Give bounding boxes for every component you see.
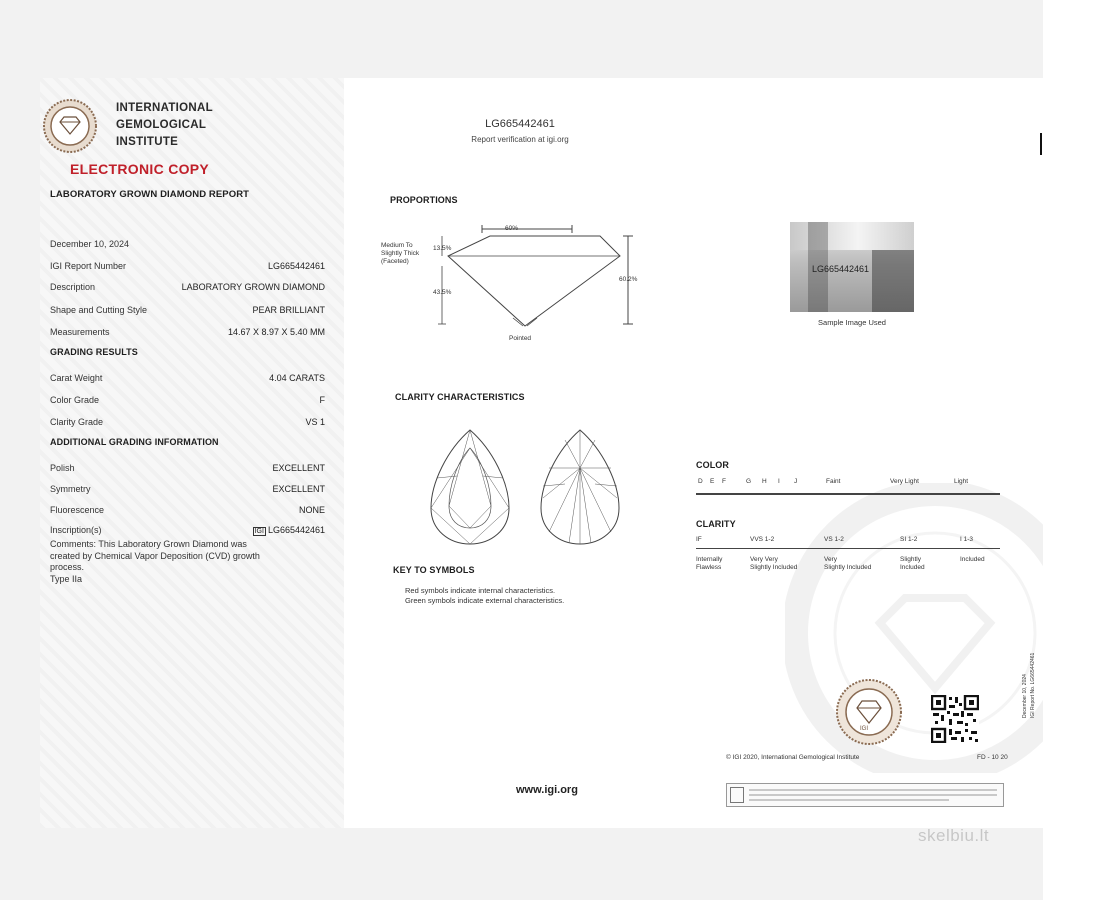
sample-image-shadow (872, 250, 914, 312)
comment-line: created by Chemical Vapor Deposition (CVD) growth (50, 550, 260, 561)
report-title: LABORATORY GROWN DIAMOND REPORT (50, 189, 250, 200)
clarity-description (750, 556, 797, 572)
clarity-desc-line: Included (960, 556, 985, 563)
additional-value: EXCELLENT (272, 463, 325, 473)
website-link[interactable]: www.igi.org (516, 784, 578, 796)
clarity-desc-line: Slightly (900, 556, 921, 563)
edge-mark (1040, 133, 1042, 155)
institute-line: INSTITUTE (116, 136, 179, 148)
side-report-text: IGI Report No. LG665442461 (1030, 652, 1036, 718)
color-grade: G (746, 478, 752, 485)
seal-label: IGI (860, 726, 869, 732)
key-to-symbols-title: KEY TO SYMBOLS (393, 565, 475, 575)
detail-label: Shape and Cutting Style (50, 305, 148, 315)
additional-value: EXCELLENT (272, 484, 325, 494)
girdle-line: Slightly Thick (381, 250, 420, 257)
report-date: December 10, 2024 (50, 239, 130, 249)
clarity-characteristics-title: CLARITY CHARACTERISTICS (395, 392, 525, 402)
girdle-description (381, 242, 419, 266)
clarity-grade: IF (696, 536, 702, 543)
clarity-grade: SI 1-2 (900, 536, 918, 543)
color-grade: F (722, 478, 726, 485)
form-code: FD - 10 20 (977, 754, 1008, 761)
grading-value: 4.04 CARATS (269, 373, 325, 383)
report-number-header: LG665442461 (485, 118, 555, 130)
additional-label: Polish (50, 463, 75, 473)
institute-line: INTERNATIONAL (116, 102, 213, 114)
key-line: Green symbols indicate external characteristics. (405, 596, 565, 605)
sample-image (790, 222, 914, 312)
sample-inscription: LG665442461 (812, 264, 870, 274)
depth-percent: 60.2% (619, 276, 638, 283)
clarity-desc-line: Included (900, 564, 925, 571)
detail-value: 14.67 X 8.97 X 5.40 MM (227, 327, 325, 337)
clarity-desc-line: Very (824, 556, 838, 563)
grading-label: Clarity Grade (50, 417, 104, 427)
side-date-text: December 10, 2024 (1022, 674, 1028, 718)
side-date (1022, 628, 1028, 718)
additional-label: Inscription(s) (50, 525, 102, 535)
pavilion-percent: 43.5% (433, 289, 452, 296)
clarity-desc-line: Flawless (696, 564, 722, 571)
disclaimer-line (749, 799, 949, 801)
copyright-text: © IGI 2020, International Gemological Institute (726, 754, 860, 761)
qr-code-icon[interactable] (931, 695, 979, 743)
detail-label: Description (50, 282, 96, 292)
side-report-number (1030, 628, 1036, 718)
detail-label: IGI Report Number (50, 261, 127, 271)
grading-value: VS 1 (305, 417, 325, 427)
igi-seal-icon (42, 98, 98, 154)
proportions-title: PROPORTIONS (390, 195, 458, 205)
clarity-description (696, 556, 722, 572)
color-group: Very Light (890, 478, 919, 485)
disclaimer-line (749, 789, 997, 791)
color-grade: J (794, 478, 798, 485)
comment-line: Comments: This Laboratory Grown Diamond was (50, 539, 247, 549)
key-line: Red symbols indicate internal characteristics. (405, 586, 556, 595)
document-icon (730, 787, 744, 803)
grading-label: Color Grade (50, 395, 100, 405)
comments (50, 539, 330, 585)
color-grade: E (710, 478, 715, 485)
comment-line: process. (50, 562, 85, 572)
pear-pavilion-view-icon (535, 428, 625, 546)
color-grade: D (698, 478, 703, 485)
right-margin (1043, 0, 1103, 900)
clarity-description (824, 556, 871, 572)
additional-value: NONE (298, 505, 325, 515)
color-group: Faint (826, 478, 841, 485)
inscription-text: LG665442461 (267, 525, 325, 535)
igi-authentication-seal-icon (835, 678, 903, 746)
proportions-diagram (420, 218, 650, 348)
detail-value: LABORATORY GROWN DIAMOND (181, 282, 325, 292)
additional-info-title: ADDITIONAL GRADING INFORMATION (50, 437, 219, 447)
color-scale-bar (696, 493, 1000, 495)
clarity-scale-bar (696, 548, 1000, 549)
culet-label: Pointed (509, 335, 532, 342)
clarity-description (900, 556, 925, 572)
grading-label: Carat Weight (50, 373, 103, 383)
table-percent: 60% (505, 225, 519, 232)
additional-label: Fluorescence (50, 505, 105, 515)
girdle-line: (Faceted) (381, 258, 409, 265)
verification-text: Report verification at igi.org (471, 135, 569, 144)
girdle-line: Medium To (381, 242, 413, 249)
color-grade: I (778, 478, 780, 485)
color-scale-title: COLOR (696, 460, 729, 470)
institute-line: GEMOLOGICAL (116, 119, 207, 131)
clarity-grade: VVS 1-2 (750, 536, 775, 543)
detail-value: PEAR BRILLIANT (252, 305, 325, 315)
institute-name (116, 100, 213, 151)
detail-label: Measurements (50, 327, 110, 337)
detail-value: LG665442461 (267, 261, 325, 271)
crown-percent: 13.5% (433, 245, 452, 252)
electronic-copy-label: ELECTRONIC COPY (70, 161, 210, 177)
clarity-desc-line: Slightly Included (824, 564, 872, 571)
clarity-desc-line: Slightly Included (750, 564, 798, 571)
clarity-desc-line: Very Very (750, 556, 778, 563)
inscription-value (150, 525, 325, 535)
clarity-scale-title: CLARITY (696, 519, 736, 529)
pear-crown-view-icon (425, 428, 515, 546)
skelbiu-watermark: skelbiu.lt (918, 826, 990, 845)
disclaimer-line (749, 794, 997, 796)
grading-value: F (319, 395, 325, 405)
additional-label: Symmetry (50, 484, 91, 494)
color-group: Light (954, 478, 969, 485)
disclaimer-box (726, 783, 1004, 807)
certificate (40, 78, 1043, 828)
clarity-grade: I 1-3 (960, 536, 974, 543)
key-to-symbols-text (405, 586, 564, 606)
clarity-grade: VS 1-2 (824, 536, 844, 543)
grading-results-title: GRADING RESULTS (50, 347, 138, 357)
igi-background-seal-icon (785, 483, 1043, 773)
igi-inscription-logo-icon: IGI (254, 528, 264, 535)
clarity-desc-line: Internally (696, 556, 723, 563)
clarity-description (960, 556, 985, 564)
comment-line: Type IIa (50, 573, 83, 584)
sample-image-caption: Sample Image Used (818, 318, 886, 327)
color-grade: H (762, 478, 767, 485)
